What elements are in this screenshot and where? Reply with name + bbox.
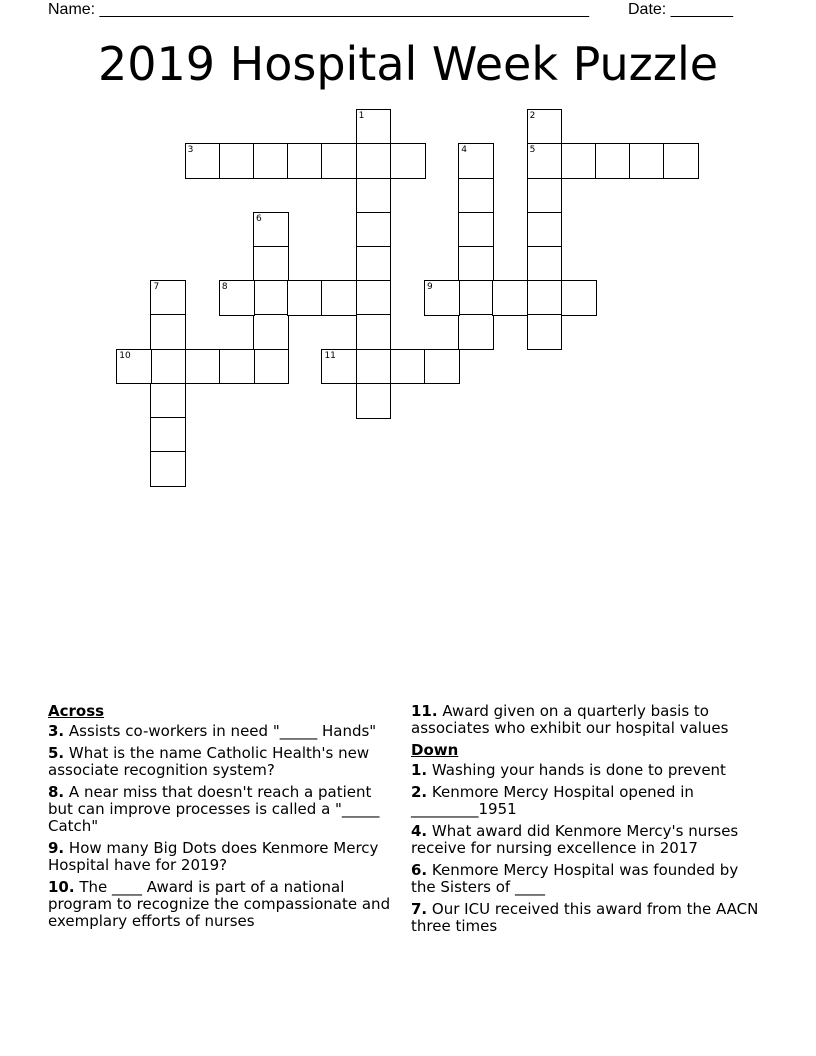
clue-across-9	[48, 840, 393, 874]
clue-number: 4.	[411, 822, 428, 840]
crossword-cell[interactable]	[458, 212, 494, 248]
cell-number: 4	[461, 145, 467, 156]
clue-number: 1.	[411, 761, 428, 779]
crossword-cell[interactable]	[253, 246, 289, 282]
puzzle-title: 2019 Hospital Week Puzzle	[97, 37, 719, 91]
cell-number: 3	[187, 145, 194, 156]
crossword-cell[interactable]	[527, 109, 563, 145]
crossword-cell[interactable]	[458, 280, 494, 316]
clue-across-10	[48, 879, 393, 930]
crossword-cell[interactable]	[150, 349, 186, 385]
cell-number: 9	[427, 282, 433, 293]
crossword-cell[interactable]	[390, 143, 426, 179]
clue-number: 9.	[48, 839, 65, 857]
clue-across-8	[48, 784, 393, 835]
crossword-cell[interactable]	[253, 349, 289, 385]
clue-number: 11.	[411, 702, 438, 720]
clue-text: What award did Kenmore Mercy's nurses receive for nursing excellence in 2017	[411, 822, 739, 857]
crossword-cell[interactable]	[253, 280, 289, 316]
crossword-cell[interactable]	[356, 314, 392, 350]
crossword-cell[interactable]	[185, 349, 221, 385]
crossword-cell[interactable]	[527, 314, 563, 350]
crossword-cell[interactable]	[287, 280, 323, 316]
clue-text: Kenmore Mercy Hospital opened in _________1951	[411, 783, 694, 818]
crossword-cell[interactable]	[253, 212, 289, 248]
crossword-cell[interactable]	[458, 143, 494, 179]
cell-number: 7	[153, 282, 160, 293]
cell-number: 5	[529, 145, 536, 156]
crossword-cell[interactable]	[390, 349, 426, 385]
crossword-cell[interactable]	[458, 246, 494, 282]
clue-text: A near miss that doesn't reach a patient but can improve processes is called a "_____ Catch"	[48, 783, 380, 835]
crossword-cell[interactable]	[287, 143, 323, 179]
crossword-cell[interactable]	[356, 212, 392, 248]
across-heading: Across	[48, 702, 105, 720]
clue-number: 6.	[411, 861, 428, 879]
clues-right-column	[411, 703, 766, 940]
crossword-cell[interactable]	[150, 314, 186, 350]
crossword-cell[interactable]	[150, 451, 186, 487]
clue-text: Assists co-workers in need "_____ Hands"	[68, 722, 377, 740]
clues-left-column	[48, 703, 393, 935]
clue-text: Kenmore Mercy Hospital was founded by the Sisters of ____	[411, 861, 739, 896]
clue-number: 8.	[48, 783, 65, 801]
crossword-cell[interactable]	[116, 349, 152, 385]
crossword-cell[interactable]	[561, 143, 597, 179]
crossword-cell[interactable]	[458, 178, 494, 214]
crossword-cell[interactable]	[527, 212, 563, 248]
clue-text: The ____ Award is part of a national program to recognize the compassionate and exemplary efforts of nurses	[48, 878, 391, 930]
cell-number: 1	[358, 111, 365, 122]
crossword-cell[interactable]	[663, 143, 699, 179]
clue-number: 5.	[48, 744, 65, 762]
crossword-cell[interactable]	[150, 280, 186, 316]
crossword-cell[interactable]	[527, 143, 563, 179]
crossword-cell[interactable]	[356, 143, 392, 179]
clue-text: Our ICU received this award from the AACN three times	[411, 900, 759, 935]
clue-text: Award given on a quarterly basis to associates who exhibit our hospital values	[411, 702, 729, 737]
cell-number: 10	[119, 350, 131, 361]
crossword-cell[interactable]	[356, 383, 392, 419]
crossword-cell[interactable]	[150, 417, 186, 453]
clue-number: 10.	[48, 878, 75, 896]
crossword-cell[interactable]	[424, 280, 460, 316]
crossword-grid	[0, 0, 816, 500]
clue-number: 2.	[411, 783, 428, 801]
clue-across-5	[48, 745, 393, 779]
crossword-cell[interactable]	[527, 246, 563, 282]
crossword-cell[interactable]	[219, 349, 255, 385]
clue-number: 3.	[48, 722, 65, 740]
clue-text: What is the name Catholic Health's new associate recognition system?	[48, 744, 370, 779]
crossword-cell[interactable]	[561, 280, 597, 316]
cell-number: 8	[221, 282, 228, 293]
crossword-cell[interactable]	[219, 143, 255, 179]
crossword-cell[interactable]	[492, 280, 528, 316]
crossword-cell[interactable]	[150, 383, 186, 419]
crossword-cell[interactable]	[356, 349, 392, 385]
crossword-cell[interactable]	[527, 178, 563, 214]
crossword-cell[interactable]	[253, 143, 289, 179]
name-field-label: Name: _______________________________________________________	[48, 1, 589, 18]
crossword-cell[interactable]	[356, 280, 392, 316]
crossword-cell[interactable]	[356, 178, 392, 214]
crossword-cell[interactable]	[356, 246, 392, 282]
crossword-cell[interactable]	[424, 349, 460, 385]
clue-across-11	[411, 703, 766, 737]
clue-down-2	[411, 784, 766, 818]
crossword-cell[interactable]	[527, 280, 563, 316]
crossword-cell[interactable]	[321, 349, 357, 385]
clue-down-7	[411, 901, 766, 935]
crossword-cell[interactable]	[458, 314, 494, 350]
crossword-cell[interactable]	[321, 280, 357, 316]
crossword-cell[interactable]	[219, 280, 255, 316]
clue-down-1	[411, 762, 766, 779]
clue-down-4	[411, 823, 766, 857]
crossword-cell[interactable]	[629, 143, 665, 179]
clue-text: How many Big Dots does Kenmore Mercy Hospital have for 2019?	[48, 839, 379, 874]
cell-number: 6	[256, 213, 262, 224]
down-heading: Down	[411, 741, 459, 759]
crossword-cell[interactable]	[185, 143, 221, 179]
crossword-cell[interactable]	[321, 143, 357, 179]
clue-text: Washing your hands is done to prevent	[431, 761, 726, 779]
crossword-cell[interactable]	[595, 143, 631, 179]
date-field-label: Date: _______	[628, 1, 733, 18]
clue-across-3	[48, 723, 393, 740]
crossword-cell[interactable]	[356, 109, 392, 145]
clue-number: 7.	[411, 900, 428, 918]
crossword-cell[interactable]	[253, 314, 289, 350]
clue-down-6	[411, 862, 766, 896]
cell-number: 2	[529, 111, 536, 122]
cell-number: 11	[324, 350, 336, 361]
